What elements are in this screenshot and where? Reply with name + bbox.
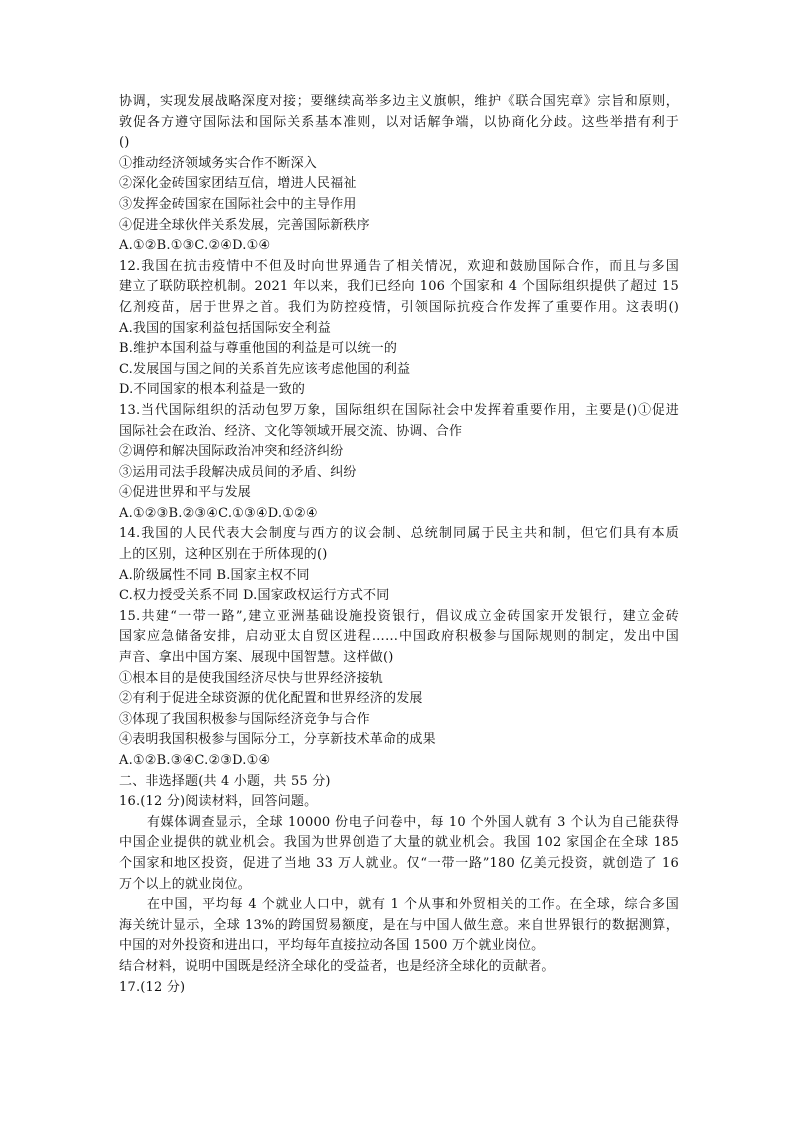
question-14: 14.我国的人民代表大会制度与西方的议会制、总统制同属于民主共和制，但它们具有本质 — [119, 526, 679, 542]
option-line: A.阶级属性不同 B.国家主权不同 — [119, 567, 310, 583]
option-line: ④促进世界和平与发展 — [119, 485, 252, 501]
option-line: B.维护本国利益与尊重他国的利益是可以统一的 — [119, 341, 398, 357]
question-17: 17.(12 分) — [119, 979, 186, 995]
option-line: ②深化金砖国家团结互信，增进人民福祉 — [119, 176, 357, 192]
option-line: C.权力授受关系不同 D.国家政权运行方式不同 — [119, 588, 390, 604]
text-line: 海关统计显示，全球 13%的跨国贸易额度，是在与中国人做生意。来自世界银行的数据测算， — [119, 917, 679, 933]
option-line: ③发挥金砖国家在国际社会中的主导作用 — [119, 196, 357, 212]
text-line: 个国家和地区投资，促进了当地 33 万人就业。仅“一带一路”180 亿美元投资，就创造了 16 — [119, 855, 679, 871]
text-line: () — [119, 135, 130, 151]
text-line: 敦促各方遵守国际法和国际关系基本准则，以对话解争端，以协商化分歧。这些举措有利于 — [119, 114, 679, 130]
text-line: 建立了联防联控机制。2021 年以来，我们已经向 106 个国家和 4 个国际组织提供了超过 15 — [119, 279, 679, 295]
question-15: 15.共建“一带一路”,建立亚洲基础设施投资银行，倡议成立金砖国家开发银行，建立金砖 — [119, 608, 679, 624]
question-12: 12.我国在抗击疫情中不但及时向世界通告了相关情况，欢迎和鼓励国际合作，而且与多国 — [119, 258, 679, 274]
document-body — [119, 92, 679, 998]
section-heading: 二、非选择题(共 4 小题，共 55 分) — [119, 773, 331, 789]
text-line: 中国企业提供的就业机会。我国为世界创造了大量的就业机会。我国 102 家国企在全球 185 — [119, 835, 679, 851]
answer-choices: A.①②B.③④C.②③D.①④ — [119, 753, 271, 768]
answer-choices: A.①②③B.②③④C.①③④D.①②④ — [119, 505, 318, 521]
option-line: A.我国的国家利益包括国际安全利益 — [119, 320, 331, 336]
text-line: 万个以上的就业岗位。 — [119, 876, 252, 892]
option-line: D.不同国家的根本利益是一致的 — [119, 382, 306, 398]
option-line: ③运用司法手段解决成员间的矛盾、纠纷 — [119, 464, 357, 480]
text-line: 亿剂疫苗，居于世界之首。我们为防控疫情，引领国际抗疫合作发挥了重要作用。这表明() — [119, 299, 679, 315]
option-line: ①根本目的是使我国经济尽快与世界经济接轨 — [119, 670, 384, 686]
material-paragraph: 在中国，平均每 4 个就业人口中，就有 1 个从事和外贸相关的工作。在全球，综合多国 — [147, 897, 679, 913]
text-line: 国际社会在政治、经济、文化等领域开展交流、协调、合作 — [119, 423, 463, 439]
option-line: ①推动经济领域务实合作不断深入 — [119, 155, 318, 171]
question-13: 13.当代国际组织的活动包罗万象，国际组织在国际社会中发挥着重要作用，主要是()①促进 — [119, 402, 679, 418]
option-line: ④表明我国积极参与国际分工，分享新技术革命的成果 — [119, 732, 436, 748]
question-16: 16.(12 分)阅读材料，回答问题。 — [119, 794, 318, 810]
answer-choices: A.①②B.①③C.②④D.①④ — [119, 238, 271, 254]
option-line: ②调停和解决国际政治冲突和经济纠纷 — [119, 444, 344, 460]
text-line: 协调，实现发展战略深度对接；要继续高举多边主义旗帜，维护《联合国宪章》宗旨和原则， — [119, 94, 679, 109]
text-line: 声音、拿出中国方案、展现中国智慧。这样做() — [119, 650, 394, 666]
option-line: ②有利于促进全球资源的优化配置和世界经济的发展 — [119, 691, 423, 707]
text-line: 国家应急储备安排，启动亚太自贸区进程……中国政府积极参与国际规则的制定，发出中国 — [119, 629, 679, 645]
material-paragraph: 有媒体调查显示，全球 10000 份电子问卷中，每 10 个外国人就有 3 个认为自己能获得 — [147, 814, 679, 830]
text-line: 中国的对外投资和进出口，平均每年直接拉动各国 1500 万个就业岗位。 — [119, 938, 545, 954]
option-line: ③体现了我国积极参与国际经济竞争与合作 — [119, 711, 370, 727]
option-line: ④促进全球伙伴关系发展，完善国际新秩序 — [119, 217, 370, 233]
text-line: 上的区别，这种区别在于所体现的() — [119, 547, 328, 563]
question-prompt: 结合材料，说明中国既是经济全球化的受益者，也是经济全球化的贡献者。 — [119, 958, 555, 974]
option-line: C.发展国与国之间的关系首先应该考虑他国的利益 — [119, 361, 411, 377]
